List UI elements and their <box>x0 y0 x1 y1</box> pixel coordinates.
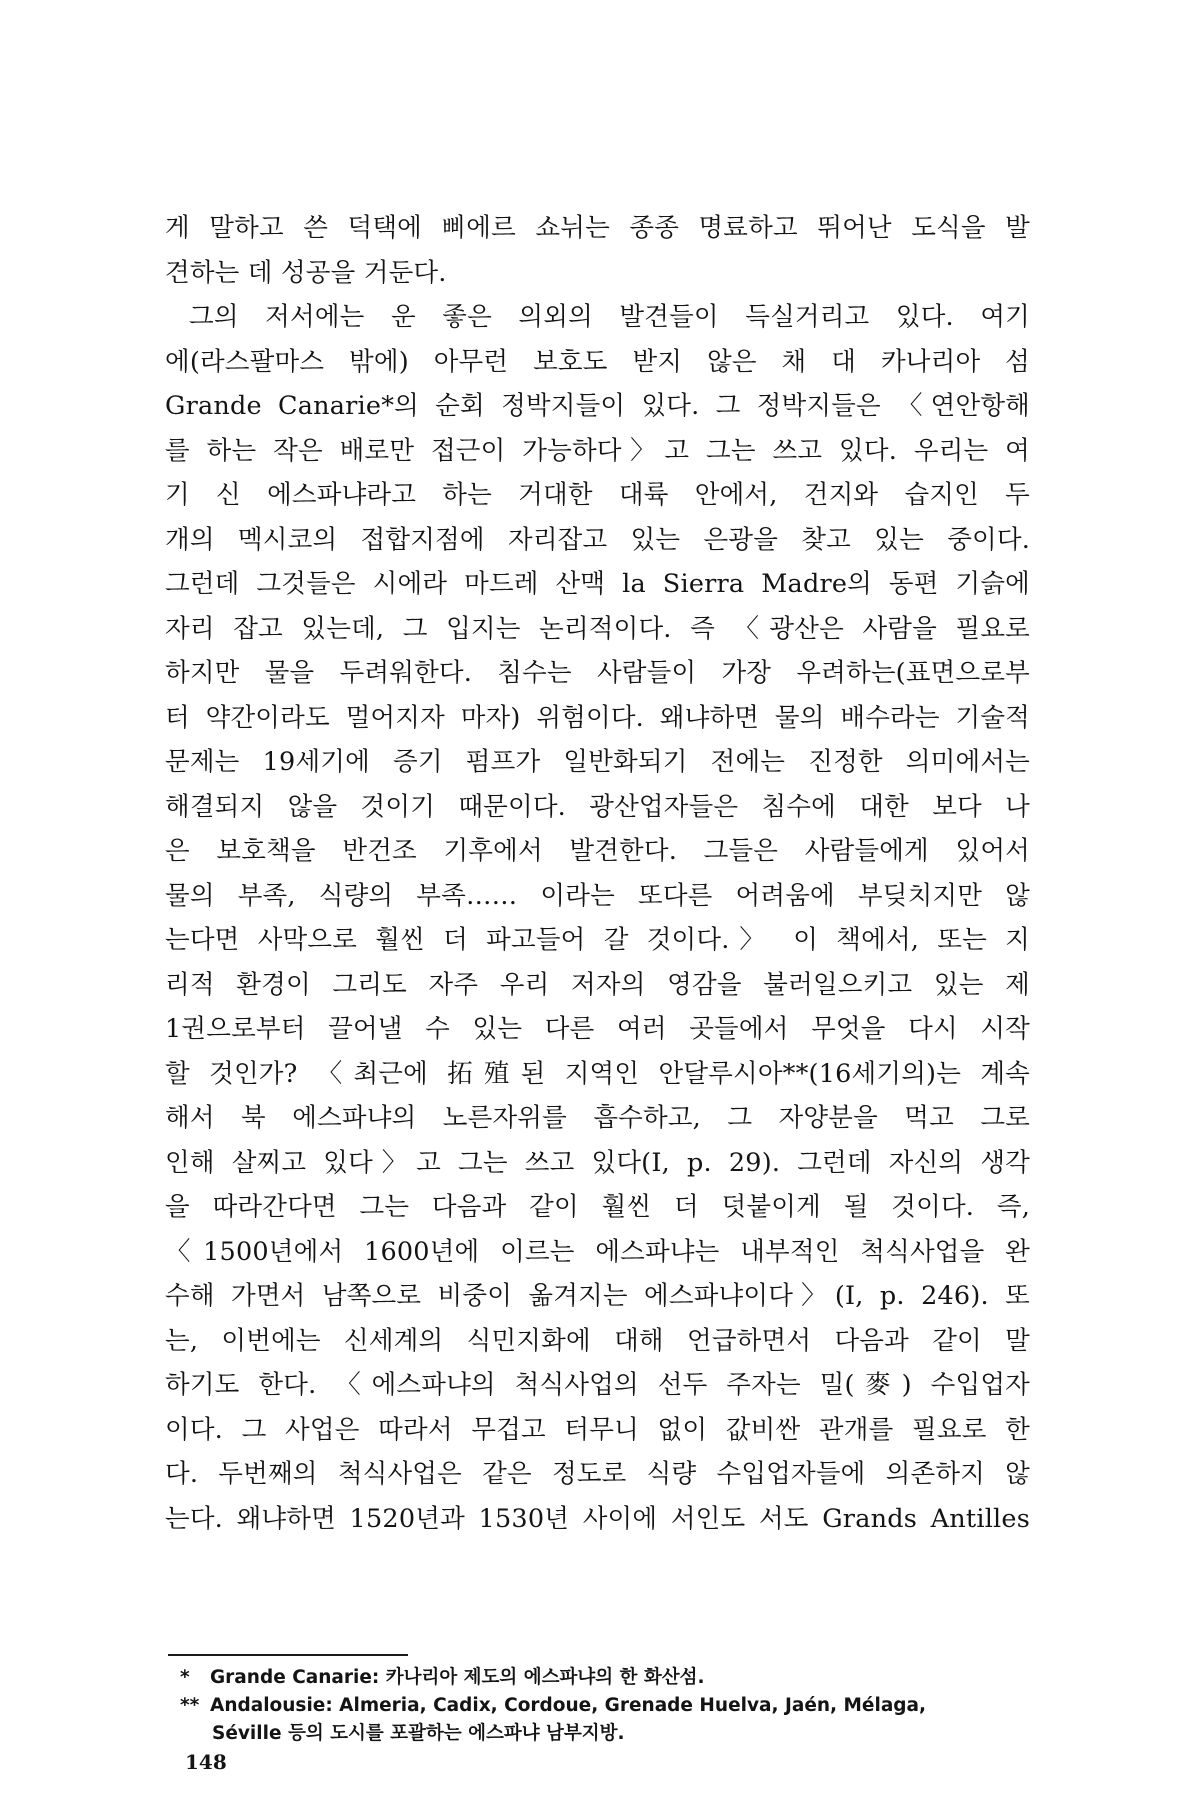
body-line: 그의 저서에는 운 좋은 의외의 발견들이 득실거리고 있다. 여기 <box>189 302 1030 332</box>
footnote-2 <box>180 1692 1030 1720</box>
footnotes <box>180 1664 1030 1748</box>
body-line: 에(라스팔마스 밖에) 아무런 보호도 받지 않은 채 대 카나리아 섬 <box>165 346 1030 377</box>
footnote-1 <box>180 1664 1030 1692</box>
body-line: 는, 이번에는 신세계의 식민지화에 대해 언급하면서 다음과 같이 말 <box>165 1325 1030 1356</box>
body-text <box>165 206 1030 1541</box>
body-line: 할 것인가? 〈최근에 拓殖된 지역인 안달루시아**(16세기의)는 계속 <box>165 1058 1030 1089</box>
body-line: 물의 부족, 식량의 부족…… 이라는 또다른 어려움에 부딪치지만 않 <box>165 880 1030 911</box>
footnote-2-continuation: Séville 등의 도시를 포괄하는 에스파냐 남부지방. <box>212 1723 625 1744</box>
body-line: 리적 환경이 그리도 자주 우리 저자의 영감을 불러일으키고 있는 제 <box>165 969 1030 1000</box>
body-line: Grande Canarie*의 순회 정박지들이 있다. 그 정박지들은 〈연안항해 <box>165 391 1030 421</box>
body-line: 자리 잡고 있는데, 그 입지는 논리적이다. 즉 〈광산은 사람을 필요로 <box>165 613 1030 644</box>
body-line: 견하는 데 성공을 거둔다. <box>165 257 447 288</box>
body-line: 는다면 사막으로 훨씬 더 파고들어 갈 것이다.〉 이 책에서, 또는 지 <box>165 925 1030 955</box>
body-line: 를 하는 작은 배로만 접근이 가능하다〉고 그는 쓰고 있다. 우리는 여 <box>165 435 1030 466</box>
footnote-divider <box>168 1654 408 1656</box>
body-line: 하지만 물을 두려워한다. 침수는 사람들이 가장 우려하는(표면으로부 <box>165 658 1030 688</box>
body-line: 그런데 그것들은 시에라 마드레 산맥 la Sierra Madre의 동편 기슭에 <box>165 569 1030 599</box>
footnote-1-mark: * <box>180 1667 190 1688</box>
footnote-2-mark: ** <box>180 1695 200 1716</box>
body-line: 하기도 한다. 〈에스파냐의 척식사업의 선두 주자는 밀(麥) 수입업자 <box>165 1370 1030 1400</box>
body-line: 터 약간이라도 멀어지자 마자) 위험이다. 왜냐하면 물의 배수라는 기술적 <box>165 702 1030 733</box>
body-line: 다. 두번째의 척식사업은 같은 정도로 식량 수입업자들에 의존하지 않 <box>165 1459 1030 1489</box>
body-line: 해결되지 않을 것이기 때문이다. 광산업자들은 침수에 대한 보다 나 <box>165 791 1030 822</box>
body-line: 게 말하고 쓴 덕택에 삐에르 쇼뉘는 종종 명료하고 뛰어난 도식을 발 <box>165 213 1030 243</box>
footnote-2-text: Andalousie: Almeria, Cadix, Cordoue, Grenade Huelva, Jaén, Mélaga, <box>210 1695 927 1716</box>
body-line: 해서 북 에스파냐의 노른자위를 흡수하고, 그 자양분을 먹고 그로 <box>165 1103 1030 1133</box>
footnote-1-text: Grande Canarie: 카나리아 제도의 에스파냐의 한 화산섬. <box>210 1667 705 1688</box>
body-line: 수해 가면서 남쪽으로 비중이 옮겨지는 에스파냐이다〉(I, p. 246). 또 <box>165 1281 1030 1311</box>
body-line: 개의 멕시코의 접합지점에 자리잡고 있는 은광을 찾고 있는 중이다. <box>165 524 1030 555</box>
body-line: 은 보호책을 반건조 기후에서 발견한다. 그들은 사람들에게 있어서 <box>165 836 1030 866</box>
body-line: 1권으로부터 끌어낼 수 있는 다른 여러 곳들에서 무엇을 다시 시작 <box>165 1014 1030 1044</box>
body-line: 문제는 19세기에 증기 펌프가 일반화되기 전에는 진정한 의미에서는 <box>165 747 1030 777</box>
body-line: 인해 살찌고 있다〉고 그는 쓰고 있다(I, p. 29). 그런데 자신의 생각 <box>165 1147 1030 1178</box>
body-line: 이다. 그 사업은 따라서 무겁고 터무니 없이 값비싼 관개를 필요로 한 <box>165 1414 1030 1445</box>
page-number: 148 <box>185 1750 227 1774</box>
body-line: 〈1500년에서 1600년에 이르는 에스파냐는 내부적인 척식사업을 완 <box>165 1236 1030 1267</box>
body-line: 을 따라간다면 그는 다음과 같이 훨씬 더 덧붙이게 될 것이다. 즉, <box>165 1192 1030 1222</box>
body-line: 는다. 왜냐하면 1520년과 1530년 사이에 서인도 서도 Grands Antilles <box>165 1503 1030 1534</box>
body-line: 기 신 에스파냐라고 하는 거대한 대륙 안에서, 건지와 습지인 두 <box>165 480 1030 510</box>
